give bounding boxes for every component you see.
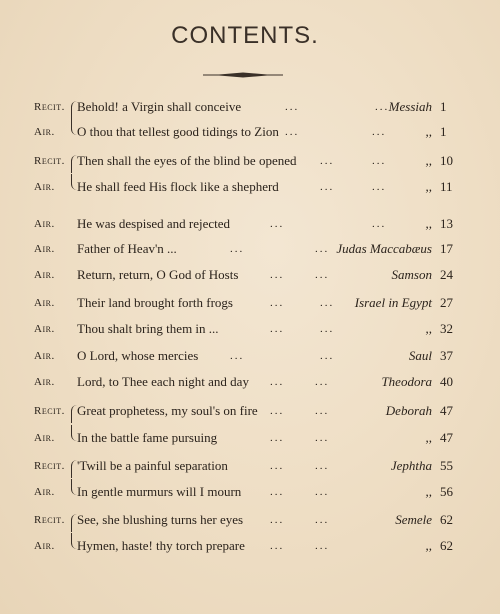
page-title: CONTENTS. bbox=[171, 22, 319, 49]
contents-entry bbox=[0, 427, 500, 449]
entry-type-label: Air. bbox=[34, 486, 55, 498]
leader-dots: ... bbox=[315, 540, 330, 552]
contents-entry bbox=[0, 318, 500, 340]
entry-type-label: Air. bbox=[34, 297, 55, 309]
leader-dots: ... bbox=[320, 297, 335, 309]
contents-entry bbox=[0, 481, 500, 503]
leader-dots: ... bbox=[270, 540, 285, 552]
leader-dots: ... bbox=[375, 101, 390, 113]
oratorio-name: Theodora bbox=[381, 374, 432, 389]
leader-dots: ... bbox=[270, 486, 285, 498]
leader-dots: ... bbox=[372, 181, 387, 193]
leader-dots: ... bbox=[372, 126, 387, 138]
leader-dots: ... bbox=[315, 514, 330, 526]
page-number: 47 bbox=[440, 403, 453, 418]
oratorio-name: ,, bbox=[425, 321, 432, 336]
contents-entry bbox=[0, 238, 500, 260]
entry-type-label: Recit. bbox=[34, 514, 65, 526]
page-number: 11 bbox=[440, 179, 453, 194]
entry-title: Great prophetess, my soul's on fire bbox=[77, 403, 258, 418]
leader-dots: ... bbox=[285, 101, 300, 113]
entry-type-label: Recit. bbox=[34, 405, 65, 417]
page-number: 56 bbox=[440, 484, 453, 499]
entry-type-label: Air. bbox=[34, 181, 55, 193]
leader-dots: ... bbox=[315, 432, 330, 444]
oratorio-name: ,, bbox=[425, 484, 432, 499]
leader-dots: ... bbox=[315, 486, 330, 498]
page-number: 13 bbox=[440, 216, 453, 231]
entry-type-label: Air. bbox=[34, 540, 55, 552]
leader-dots: ... bbox=[230, 243, 245, 255]
leader-dots: ... bbox=[270, 514, 285, 526]
entry-title: He was despised and rejected bbox=[77, 216, 231, 231]
title-ornament bbox=[203, 71, 283, 79]
entry-title: Thou shalt bring them in ... bbox=[77, 321, 219, 336]
page-number: 1 bbox=[440, 124, 447, 139]
oratorio-name: Messiah bbox=[388, 99, 432, 114]
contents-entry bbox=[0, 121, 500, 143]
entry-title: In gentle murmurs will I mourn bbox=[77, 484, 242, 499]
oratorio-name: Saul bbox=[408, 348, 432, 363]
entry-title: Lord, to Thee each night and day bbox=[77, 374, 249, 389]
contents-entry bbox=[0, 371, 500, 393]
entry-title: Behold! a Virgin shall conceive bbox=[77, 99, 242, 114]
entry-title: Then shall the eyes of the blind be opened bbox=[77, 153, 297, 168]
leader-dots: ... bbox=[270, 323, 285, 335]
leader-dots: ... bbox=[270, 218, 285, 230]
entry-type-label: Air. bbox=[34, 218, 55, 230]
page-number: 40 bbox=[440, 374, 453, 389]
leader-dots: ... bbox=[270, 432, 285, 444]
entry-title: Hymen, haste! thy torch prepare bbox=[77, 538, 245, 553]
page-number: 1 bbox=[440, 99, 447, 114]
page-number: 27 bbox=[440, 295, 453, 310]
leader-dots: ... bbox=[270, 405, 285, 417]
entry-type-label: Air. bbox=[34, 350, 55, 362]
oratorio-name: Deborah bbox=[385, 403, 432, 418]
leader-dots: ... bbox=[320, 181, 335, 193]
leader-dots: ... bbox=[315, 405, 330, 417]
leader-dots: ... bbox=[320, 350, 335, 362]
page-number: 24 bbox=[440, 267, 453, 282]
oratorio-name: ,, bbox=[425, 430, 432, 445]
contents-entry bbox=[0, 455, 500, 477]
entry-type-label: Air. bbox=[34, 376, 55, 388]
oratorio-name: Samson bbox=[391, 267, 432, 282]
page-number: 47 bbox=[440, 430, 453, 445]
page-number: 37 bbox=[440, 348, 453, 363]
oratorio-name: ,, bbox=[425, 179, 432, 194]
oratorio-name: ,, bbox=[425, 153, 432, 168]
contents-entry bbox=[0, 213, 500, 235]
leader-dots: ... bbox=[315, 243, 330, 255]
entry-type-label: Air. bbox=[34, 432, 55, 444]
entry-title: O thou that tellest good tidings to Zion bbox=[77, 124, 279, 139]
entry-title: O Lord, whose mercies bbox=[77, 348, 199, 363]
entry-title: He shall feed His flock like a shepherd bbox=[77, 179, 279, 194]
page-number: 32 bbox=[440, 321, 453, 336]
oratorio-name: ,, bbox=[425, 124, 432, 139]
entry-type-label: Recit. bbox=[34, 460, 65, 472]
entry-title: See, she blushing turns her eyes bbox=[77, 512, 244, 527]
entry-type-label: Air. bbox=[34, 323, 55, 335]
entry-title: In the battle fame pursuing bbox=[77, 430, 218, 445]
page-number: 62 bbox=[440, 538, 453, 553]
leader-dots: ... bbox=[270, 376, 285, 388]
contents-entry bbox=[0, 150, 500, 172]
leader-dots: ... bbox=[270, 460, 285, 472]
contents-entry bbox=[0, 96, 500, 118]
oratorio-name: Judas Maccabæus bbox=[336, 241, 432, 256]
page-number: 10 bbox=[440, 153, 453, 168]
contents-entry bbox=[0, 345, 500, 367]
contents-entry bbox=[0, 292, 500, 314]
leader-dots: ... bbox=[372, 155, 387, 167]
entry-title: 'Twill be a painful separation bbox=[77, 458, 228, 473]
leader-dots: ... bbox=[270, 269, 285, 281]
contents-entry bbox=[0, 264, 500, 286]
leader-dots: ... bbox=[315, 376, 330, 388]
oratorio-name: ,, bbox=[425, 538, 432, 553]
leader-dots: ... bbox=[320, 155, 335, 167]
entry-title: Father of Heav'n ... bbox=[77, 241, 177, 256]
contents-entry bbox=[0, 400, 500, 422]
oratorio-name: Jephtha bbox=[390, 458, 432, 473]
entry-type-label: Air. bbox=[34, 126, 55, 138]
entry-title: Return, return, O God of Hosts bbox=[77, 267, 239, 282]
oratorio-name: Semele bbox=[395, 512, 432, 527]
leader-dots: ... bbox=[285, 126, 300, 138]
leader-dots: ... bbox=[320, 323, 335, 335]
page-number: 62 bbox=[440, 512, 453, 527]
page-number: 17 bbox=[440, 241, 453, 256]
contents-entry bbox=[0, 176, 500, 198]
entry-type-label: Recit. bbox=[34, 101, 65, 113]
leader-dots: ... bbox=[372, 218, 387, 230]
entry-title: Their land brought forth frogs bbox=[77, 295, 233, 310]
leader-dots: ... bbox=[315, 460, 330, 472]
entry-type-label: Air. bbox=[34, 269, 55, 281]
oratorio-name: Israel in Egypt bbox=[354, 295, 432, 310]
entry-type-label: Air. bbox=[34, 243, 55, 255]
entry-type-label: Recit. bbox=[34, 155, 65, 167]
leader-dots: ... bbox=[230, 350, 245, 362]
contents-entry bbox=[0, 509, 500, 531]
contents-entry bbox=[0, 535, 500, 557]
leader-dots: ... bbox=[315, 269, 330, 281]
oratorio-name: ,, bbox=[425, 216, 432, 231]
leader-dots: ... bbox=[270, 297, 285, 309]
page-number: 55 bbox=[440, 458, 453, 473]
